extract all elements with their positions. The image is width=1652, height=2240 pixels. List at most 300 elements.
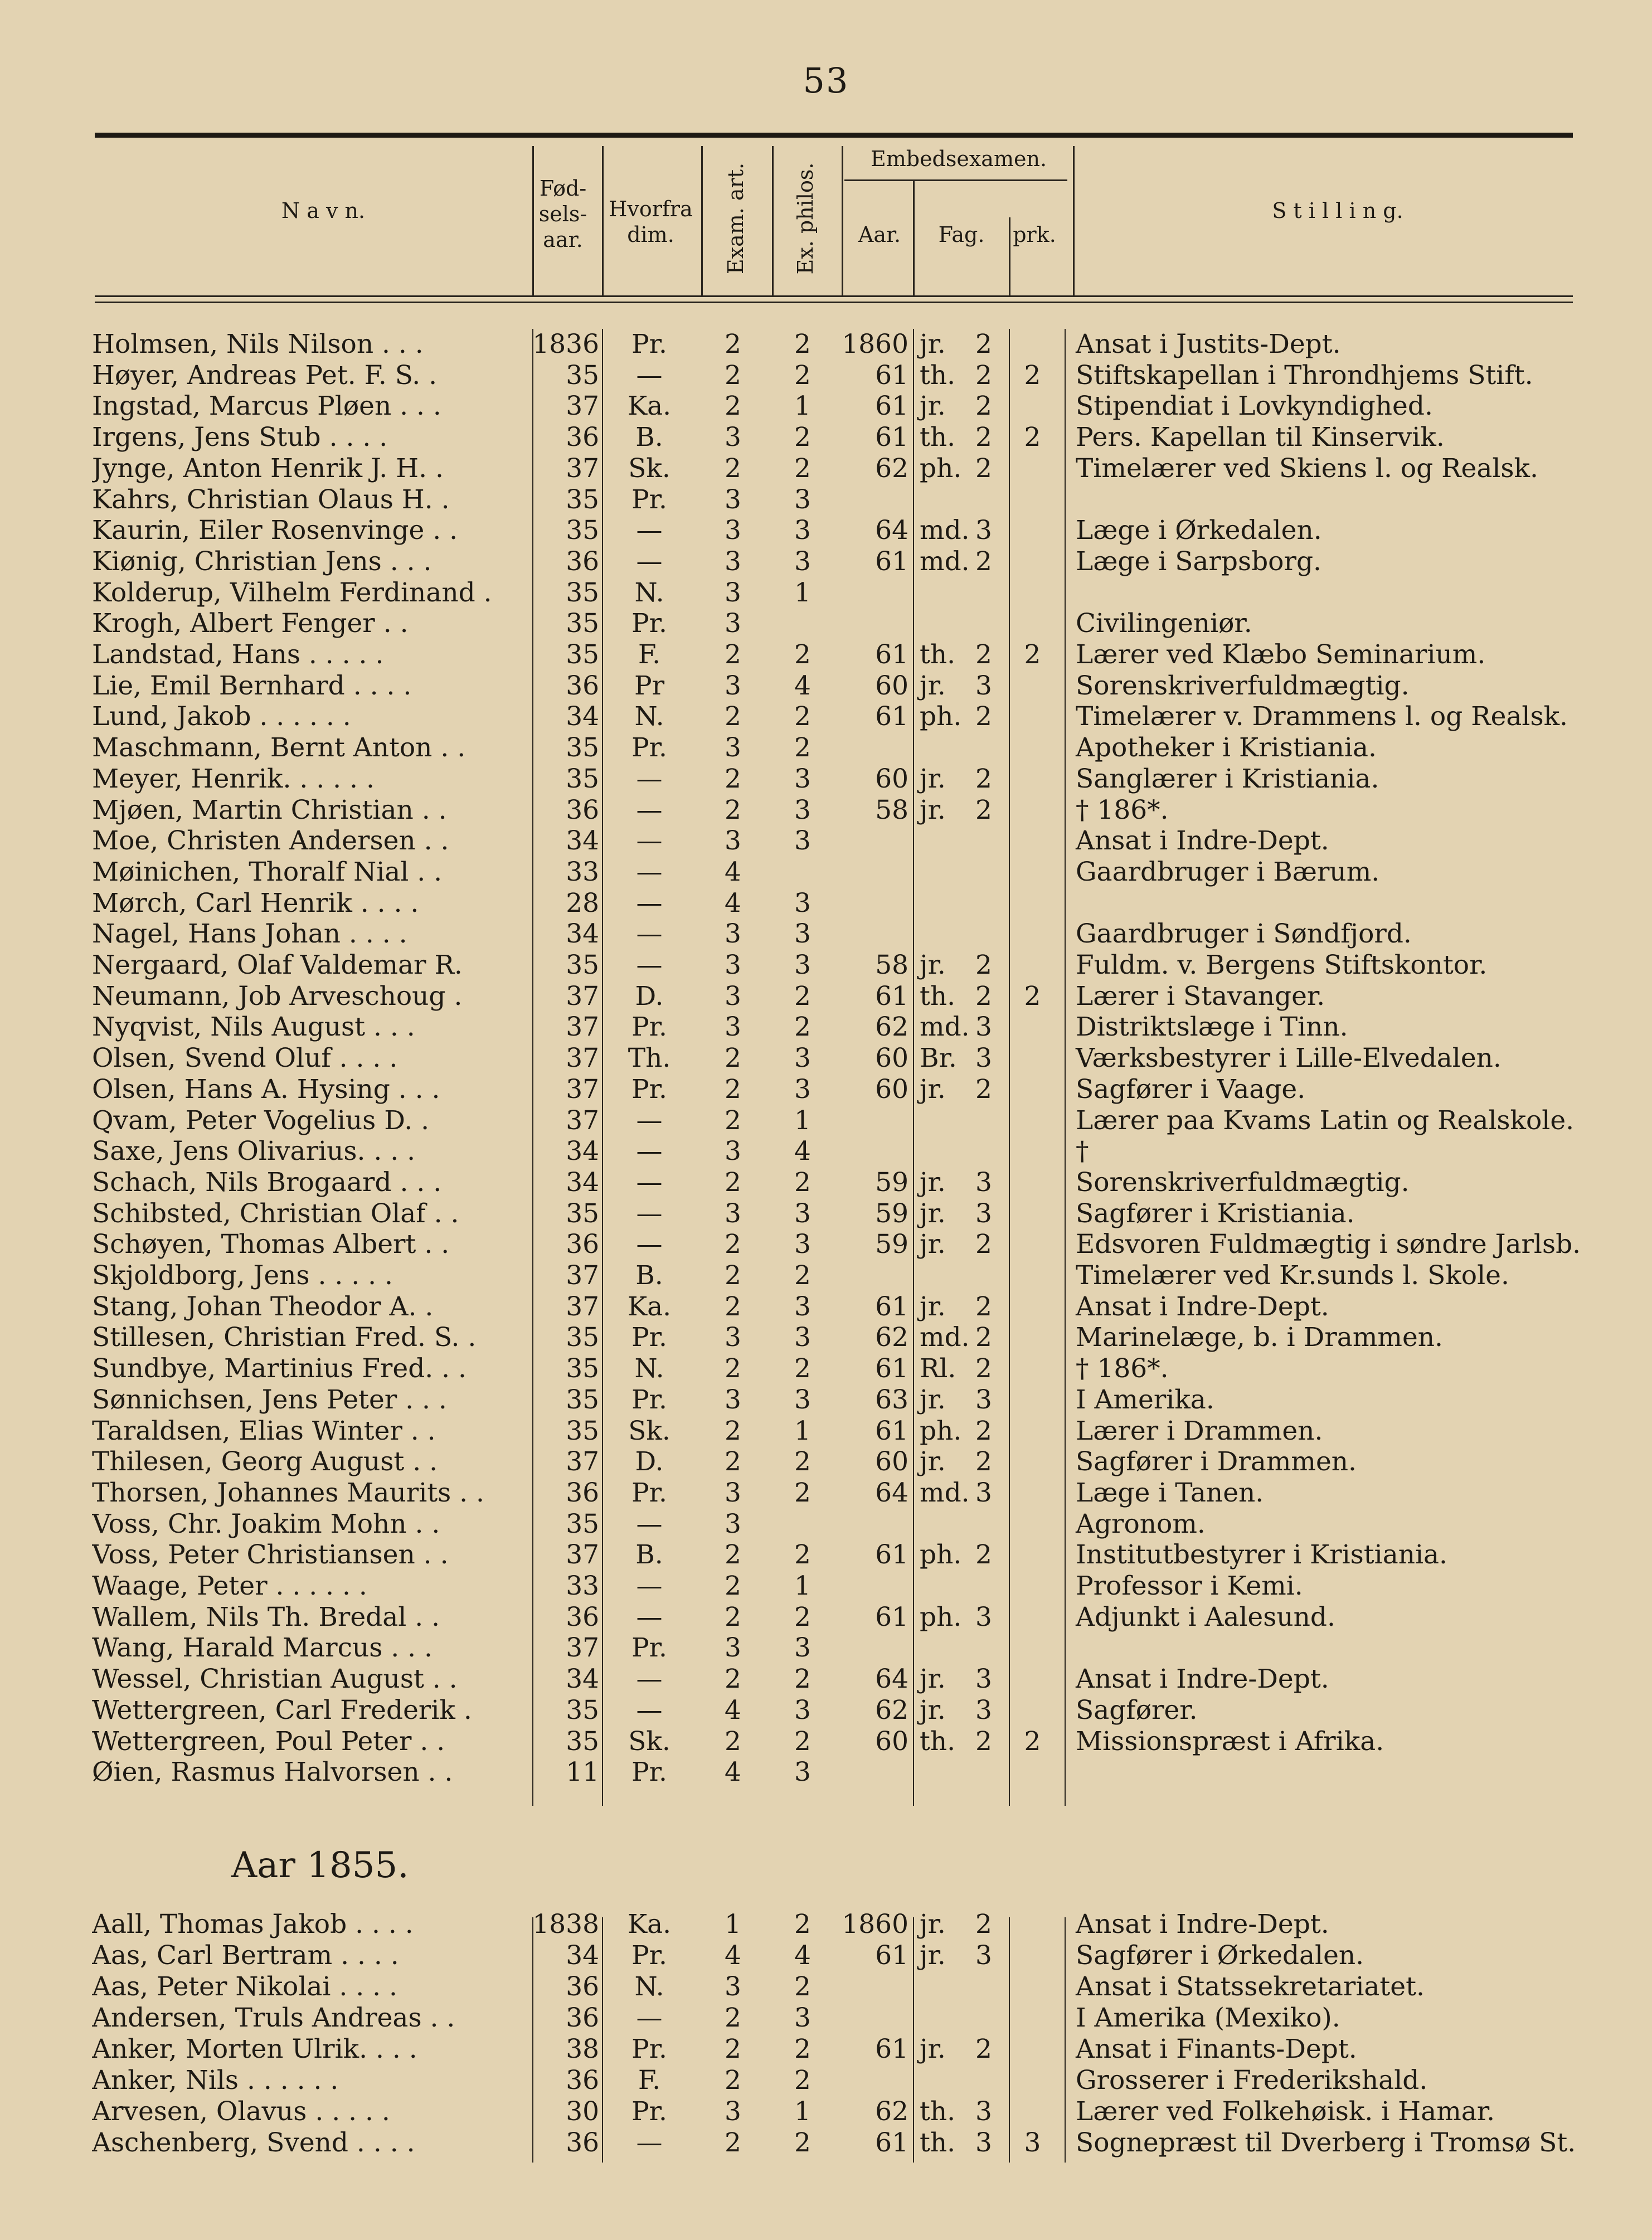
occupation: Edsvoren Fuldmægtig i søndre Jarlsb.	[1076, 1229, 1581, 1260]
ex-philos-grade: 3	[794, 1322, 811, 1353]
exam-year: 60	[875, 763, 908, 794]
table-row	[0, 1353, 1652, 1384]
exam-subject: md.	[920, 1322, 970, 1353]
table-row	[0, 825, 1652, 857]
occupation: Apotheker i Kristiania.	[1076, 732, 1377, 764]
ex-philos-grade: 2	[794, 1971, 811, 2002]
student-name: Wang, Harald Marcus . . .	[92, 1632, 433, 1664]
exam-subject: ph.	[920, 453, 962, 484]
student-name: Qvam, Peter Vogelius D. .	[92, 1105, 430, 1136]
student-name: Lie, Emil Bernhard . . . .	[92, 670, 412, 701]
birth-year: 36	[566, 546, 599, 577]
student-name: Maschmann, Bernt Anton . .	[92, 732, 466, 764]
dimitted-from: B.	[635, 1260, 663, 1291]
birth-year: 37	[566, 1012, 599, 1043]
exam-year: 61	[875, 1291, 908, 1322]
exam-subject: jr.	[920, 391, 946, 422]
exam-year: 59	[875, 1167, 908, 1198]
header-ex-philos: Ex. philos.	[793, 162, 818, 275]
student-name: Ingstad, Marcus Pløen . . .	[92, 391, 441, 422]
exam-art-grade: 3	[725, 515, 741, 546]
occupation: Ansat i Indre-Dept.	[1076, 1909, 1329, 1940]
header-embedsexamen: Embedsexamen.	[870, 147, 1047, 171]
birth-year: 36	[566, 1601, 599, 1632]
dimitted-from: —	[636, 919, 663, 950]
exam-subject: jr.	[920, 1909, 946, 1940]
exam-year: 61	[875, 359, 908, 391]
ex-philos-grade: 2	[794, 1601, 811, 1632]
exam-subject: jr.	[920, 2034, 946, 2064]
birth-year: 37	[566, 1260, 599, 1291]
exam-subject: ph.	[920, 1539, 962, 1571]
student-name: Aas, Carl Bertram . . . .	[92, 1940, 399, 1971]
exam-subject: Br.	[920, 1043, 957, 1074]
occupation: Professor i Kemi.	[1076, 1571, 1303, 1601]
birth-year: 35	[566, 950, 599, 980]
ex-philos-grade: 4	[794, 670, 811, 701]
exam-subject: th.	[920, 359, 956, 391]
exam-grade: 3	[975, 1694, 992, 1726]
table-row	[0, 1043, 1652, 1074]
exam-subject: jr.	[920, 1940, 946, 1971]
exam-year: 59	[875, 1229, 908, 1260]
table-row	[0, 484, 1652, 516]
ex-philos-grade: 3	[794, 825, 811, 857]
exam-subject: jr.	[920, 950, 946, 980]
table-row	[0, 1416, 1652, 1447]
exam-art-grade: 3	[725, 670, 741, 701]
exam-year: 58	[875, 794, 908, 825]
dimitted-from: Sk.	[628, 453, 670, 484]
birth-year: 37	[566, 1291, 599, 1322]
student-name: Aall, Thomas Jakob . . . .	[92, 1909, 414, 1940]
exam-art-grade: 3	[725, 577, 741, 608]
occupation: Agronom.	[1076, 1508, 1206, 1539]
student-name: Stillesen, Christian Fred. S. .	[92, 1322, 477, 1353]
student-name: Kahrs, Christian Olaus H. .	[92, 484, 450, 515]
dimitted-from: Pr.	[631, 1757, 667, 1788]
occupation: Sanglærer i Kristiania.	[1076, 763, 1379, 794]
table-row	[0, 1012, 1652, 1043]
birth-year: 35	[566, 1694, 599, 1726]
student-name: Nyqvist, Nils August . . .	[92, 1012, 415, 1043]
dimitted-from: —	[636, 1105, 663, 1136]
exam-grade: 2	[975, 794, 992, 825]
table-row	[0, 1478, 1652, 1509]
dimitted-from: —	[636, 1508, 663, 1539]
exam-grade: 2	[975, 1446, 992, 1478]
exam-year: 61	[875, 1353, 908, 1384]
table-row	[0, 577, 1652, 609]
exam-art-grade: 2	[725, 1043, 741, 1074]
dimitted-from: D.	[635, 980, 664, 1012]
exam-art-grade: 2	[725, 1601, 741, 1632]
student-name: Irgens, Jens Stub . . . .	[92, 422, 388, 453]
exam-art-grade: 2	[725, 1353, 741, 1384]
dimitted-from: —	[636, 887, 663, 919]
birth-year: 36	[566, 1229, 599, 1260]
birth-year: 35	[566, 484, 599, 515]
dimitted-from: —	[636, 950, 663, 980]
exam-art-grade: 2	[725, 329, 741, 359]
occupation: Sagfører i Kristiania.	[1076, 1198, 1355, 1229]
exam-art-grade: 4	[725, 1694, 741, 1726]
table-row	[0, 2065, 1652, 2096]
student-name: Wallem, Nils Th. Bredal . .	[92, 1601, 440, 1632]
exam-year: 60	[875, 1446, 908, 1478]
student-name: Lund, Jakob . . . . . .	[92, 701, 351, 732]
occupation: Timelærer ved Kr.sunds l. Skole.	[1076, 1260, 1509, 1291]
ex-philos-grade: 2	[794, 329, 811, 359]
student-name: Mjøen, Martin Christian . .	[92, 794, 447, 825]
student-name: Thorsen, Johannes Maurits . .	[92, 1477, 484, 1508]
student-name: Waage, Peter . . . . . .	[92, 1571, 367, 1601]
header-rule	[95, 295, 1573, 303]
exam-subject: jr.	[920, 1384, 946, 1415]
table-row	[0, 1632, 1652, 1664]
birth-year: 11	[566, 1757, 599, 1788]
table-row	[0, 1229, 1652, 1260]
exam-grade: 3	[975, 1664, 992, 1695]
birth-year: 34	[566, 1167, 599, 1198]
exam-art-grade: 2	[725, 1073, 741, 1105]
exam-art-grade: 2	[725, 1664, 741, 1695]
dimitted-from: —	[636, 794, 663, 825]
exam-year: 61	[875, 546, 908, 577]
exam-year: 61	[875, 391, 908, 422]
exam-year: 62	[875, 2096, 908, 2127]
ex-philos-grade: 3	[794, 546, 811, 577]
exam-art-grade: 2	[725, 453, 741, 484]
exam-art-grade: 2	[725, 639, 741, 670]
exam-year: 64	[875, 515, 908, 546]
table-row	[0, 888, 1652, 919]
student-name: Landstad, Hans . . . . .	[92, 639, 384, 670]
birth-year: 35	[566, 1322, 599, 1353]
dimitted-from: Pr.	[631, 1632, 667, 1664]
practical-grade: 2	[1024, 639, 1041, 670]
table-row	[0, 1539, 1652, 1571]
exam-art-grade: 3	[725, 1971, 741, 2002]
dimitted-from: —	[636, 1694, 663, 1726]
ex-philos-grade: 3	[794, 2003, 811, 2033]
exam-art-grade: 3	[725, 1384, 741, 1415]
occupation: Ansat i Indre-Dept.	[1076, 825, 1329, 857]
exam-art-grade: 3	[725, 919, 741, 950]
exam-subject: th.	[920, 2096, 956, 2127]
occupation: Sagfører i Vaage.	[1076, 1073, 1306, 1105]
student-name: Nagel, Hans Johan . . . .	[92, 919, 407, 950]
exam-year: 61	[875, 422, 908, 453]
practical-grade: 2	[1024, 980, 1041, 1012]
occupation: Sognepræst til Dverberg i Tromsø St.	[1076, 2127, 1576, 2158]
exam-art-grade: 4	[725, 1940, 741, 1971]
table-row	[0, 639, 1652, 670]
exam-art-grade: 2	[725, 701, 741, 732]
exam-grade: 2	[975, 1726, 992, 1757]
dimitted-from: Pr	[634, 670, 665, 701]
occupation: Timelærer v. Drammens l. og Realsk.	[1076, 701, 1568, 732]
occupation: Timelærer ved Skiens l. og Realsk.	[1076, 453, 1538, 484]
exam-year: 61	[875, 1940, 908, 1971]
dimitted-from: Pr.	[631, 2096, 667, 2127]
exam-art-grade: 3	[725, 1198, 741, 1229]
exam-art-grade: 2	[725, 1167, 741, 1198]
ex-philos-grade: 2	[794, 980, 811, 1012]
ex-philos-grade: 2	[794, 732, 811, 764]
exam-year: 1860	[842, 1909, 908, 1940]
exam-art-grade: 2	[725, 1446, 741, 1478]
exam-art-grade: 1	[725, 1909, 741, 1940]
student-name: Anker, Morten Ulrik. . . .	[92, 2034, 417, 2064]
dimitted-from: Ka.	[627, 1291, 672, 1322]
exam-year: 61	[875, 701, 908, 732]
exam-art-grade: 4	[725, 1757, 741, 1788]
student-name: Schach, Nils Brogaard . . .	[92, 1167, 442, 1198]
student-name: Høyer, Andreas Pet. F. S. .	[92, 359, 438, 391]
student-name: Olsen, Svend Oluf . . . .	[92, 1043, 398, 1074]
occupation: Ansat i Justits-Dept.	[1076, 329, 1341, 359]
birth-year: 36	[566, 2003, 599, 2033]
practical-grade: 2	[1024, 1726, 1041, 1757]
exam-art-grade: 3	[725, 980, 741, 1012]
exam-subject: th.	[920, 422, 956, 453]
student-name: Schibsted, Christian Olaf . .	[92, 1198, 459, 1229]
dimitted-from: Sk.	[628, 1726, 670, 1757]
exam-grade: 2	[975, 359, 992, 391]
dimitted-from: —	[636, 763, 663, 794]
ex-philos-grade: 1	[794, 391, 811, 422]
birth-year: 36	[566, 794, 599, 825]
dimitted-from: —	[636, 1136, 663, 1167]
student-name: Moe, Christen Andersen . .	[92, 825, 449, 857]
table-row	[0, 1291, 1652, 1323]
dimitted-from: —	[636, 1571, 663, 1601]
exam-art-grade: 3	[725, 1136, 741, 1167]
page-number: 53	[803, 60, 849, 101]
student-name: Skjoldborg, Jens . . . . .	[92, 1260, 393, 1291]
exam-art-grade: 2	[725, 1291, 741, 1322]
birth-year: 36	[566, 422, 599, 453]
birth-year: 35	[566, 1384, 599, 1415]
birth-year: 35	[566, 515, 599, 546]
occupation: † 186*.	[1076, 1353, 1169, 1384]
table-row	[0, 1940, 1652, 1971]
exam-art-grade: 2	[725, 794, 741, 825]
birth-year: 35	[566, 639, 599, 670]
ex-philos-grade: 2	[794, 639, 811, 670]
ex-philos-grade: 2	[794, 422, 811, 453]
dimitted-from: Ka.	[627, 1909, 672, 1940]
exam-year: 58	[875, 950, 908, 980]
ex-philos-grade: 3	[794, 515, 811, 546]
occupation: Ansat i Statssekretariatet.	[1076, 1971, 1425, 2002]
exam-grade: 2	[975, 1073, 992, 1105]
exam-art-grade: 3	[725, 1508, 741, 1539]
exam-year: 61	[875, 2127, 908, 2158]
exam-subject: md.	[920, 1477, 970, 1508]
student-name: Wessel, Christian August . .	[92, 1664, 458, 1695]
birth-year: 35	[566, 1726, 599, 1757]
occupation: Læge i Tanen.	[1076, 1477, 1264, 1508]
header-stilling: S t i l l i n g.	[1272, 198, 1403, 223]
student-name: Aschenberg, Svend . . . .	[92, 2127, 415, 2158]
table-row	[0, 1602, 1652, 1633]
student-name: Andersen, Truls Andreas . .	[92, 2003, 455, 2033]
dimitted-from: —	[636, 1229, 663, 1260]
exam-grade: 3	[975, 2127, 992, 2158]
occupation: Sagfører i Ørkedalen.	[1076, 1940, 1364, 1971]
exam-art-grade: 3	[725, 1632, 741, 1664]
ex-philos-grade: 3	[794, 919, 811, 950]
ex-philos-grade: 3	[794, 1043, 811, 1074]
exam-year: 60	[875, 1043, 908, 1074]
birth-year: 34	[566, 919, 599, 950]
ex-philos-grade: 2	[794, 2065, 811, 2096]
header-divider	[1073, 146, 1075, 295]
ex-philos-grade: 3	[794, 1073, 811, 1105]
exam-grade: 2	[975, 1229, 992, 1260]
dimitted-from: Pr.	[631, 732, 667, 764]
birth-year: 36	[566, 1971, 599, 2002]
dimitted-from: Pr.	[631, 1940, 667, 1971]
exam-grade: 3	[975, 1198, 992, 1229]
exam-art-grade: 4	[725, 856, 741, 887]
table-row	[0, 1757, 1652, 1788]
student-name: Voss, Peter Christiansen . .	[92, 1539, 449, 1571]
dimitted-from: —	[636, 2127, 663, 2158]
dimitted-from: Pr.	[631, 1384, 667, 1415]
birth-year: 33	[566, 1571, 599, 1601]
table-row	[0, 2003, 1652, 2034]
exam-grade: 2	[975, 2034, 992, 2064]
ex-philos-grade: 4	[794, 1940, 811, 1971]
student-name: Saxe, Jens Olivarius. . . .	[92, 1136, 416, 1167]
birth-year: 37	[566, 1073, 599, 1105]
ex-philos-grade: 1	[794, 2096, 811, 2127]
occupation: Lærer ved Klæbo Seminarium.	[1076, 639, 1486, 670]
occupation: Gaardbruger i Bærum.	[1076, 856, 1380, 887]
exam-art-grade: 2	[725, 359, 741, 391]
table-row	[0, 1260, 1652, 1291]
table-row	[0, 950, 1652, 981]
ex-philos-grade: 3	[794, 1229, 811, 1260]
student-name: Krogh, Albert Fenger . .	[92, 608, 409, 639]
occupation: Lærer ved Folkehøisk. i Hamar.	[1076, 2096, 1495, 2127]
occupation: Stipendiat i Lovkyndighed.	[1076, 391, 1433, 422]
exam-grade: 3	[975, 1167, 992, 1198]
occupation: Pers. Kapellan til Kinservik.	[1076, 422, 1445, 453]
dimitted-from: Pr.	[631, 329, 667, 359]
exam-year: 61	[875, 980, 908, 1012]
table-row	[0, 1726, 1652, 1757]
birth-year: 35	[566, 359, 599, 391]
student-name: Holmsen, Nils Nilson . . .	[92, 329, 424, 359]
ex-philos-grade: 2	[794, 2034, 811, 2064]
exam-grade: 2	[975, 1322, 992, 1353]
exam-grade: 3	[975, 1012, 992, 1043]
exam-grade: 2	[975, 950, 992, 980]
exam-subject: jr.	[920, 1198, 946, 1229]
table-row	[0, 764, 1652, 795]
exam-subject: th.	[920, 980, 956, 1012]
student-name: Sundbye, Martinius Fred. . .	[92, 1353, 467, 1384]
exam-art-grade: 2	[725, 2003, 741, 2033]
exam-subject: ph.	[920, 1601, 962, 1632]
dimitted-from: —	[636, 2003, 663, 2033]
dimitted-from: Pr.	[631, 1012, 667, 1043]
birth-year: 37	[566, 980, 599, 1012]
student-name: Kiønig, Christian Jens . . .	[92, 546, 432, 577]
exam-art-grade: 2	[725, 1260, 741, 1291]
table-row	[0, 608, 1652, 639]
birth-year: 35	[566, 1353, 599, 1384]
birth-year: 28	[566, 887, 599, 919]
table-row	[0, 1446, 1652, 1478]
dimitted-from: Sk.	[628, 1415, 670, 1446]
dimitted-from: Pr.	[631, 484, 667, 515]
birth-year: 37	[566, 1539, 599, 1571]
exam-art-grade: 3	[725, 2096, 741, 2127]
table-row	[0, 919, 1652, 950]
student-name: Anker, Nils . . . . . .	[92, 2065, 339, 2096]
exam-grade: 2	[975, 1539, 992, 1571]
header-fag: Fag.	[938, 222, 985, 247]
dimitted-from: —	[636, 1664, 663, 1695]
table-row	[0, 795, 1652, 826]
ex-philos-grade: 3	[794, 1198, 811, 1229]
exam-art-grade: 2	[725, 1105, 741, 1136]
dimitted-from: Ka.	[627, 391, 672, 422]
occupation: Stiftskapellan i Throndhjems Stift.	[1076, 359, 1533, 391]
table-row	[0, 360, 1652, 391]
student-name: Nergaard, Olaf Valdemar R.	[92, 950, 463, 980]
birth-year: 36	[566, 670, 599, 701]
ex-philos-grade: 2	[794, 1446, 811, 1478]
exam-year: 64	[875, 1664, 908, 1695]
section-title: Aar 1855.	[231, 1845, 409, 1886]
dimitted-from: Pr.	[631, 1477, 667, 1508]
occupation: Ansat i Indre-Dept.	[1076, 1291, 1329, 1322]
exam-grade: 2	[975, 1291, 992, 1322]
ex-philos-grade: 2	[794, 453, 811, 484]
exam-subject: jr.	[920, 1446, 946, 1478]
birth-year: 35	[566, 1415, 599, 1446]
exam-art-grade: 2	[725, 2065, 741, 2096]
dimitted-from: N.	[634, 1971, 664, 2002]
ex-philos-grade: 4	[794, 1136, 811, 1167]
exam-art-grade: 3	[725, 484, 741, 515]
exam-grade: 2	[975, 422, 992, 453]
birth-year: 35	[566, 577, 599, 608]
table-row	[0, 1074, 1652, 1105]
student-name: Meyer, Henrik. . . . . .	[92, 763, 375, 794]
birth-year: 37	[566, 1446, 599, 1478]
dimitted-from: Pr.	[631, 1073, 667, 1105]
exam-year: 62	[875, 1322, 908, 1353]
dimitted-from: —	[636, 515, 663, 546]
student-name: Arvesen, Olavus . . . . .	[92, 2096, 390, 2127]
student-name: Mørch, Carl Henrik . . . .	[92, 887, 419, 919]
table-row	[0, 732, 1652, 764]
exam-art-grade: 2	[725, 1571, 741, 1601]
header-divider	[701, 146, 703, 295]
exam-grade: 2	[975, 980, 992, 1012]
student-name: Jynge, Anton Henrik J. H. .	[92, 453, 444, 484]
student-name: Kolderup, Vilhelm Ferdinand .	[92, 577, 492, 608]
exam-year: 59	[875, 1198, 908, 1229]
practical-grade: 3	[1024, 2127, 1041, 2158]
